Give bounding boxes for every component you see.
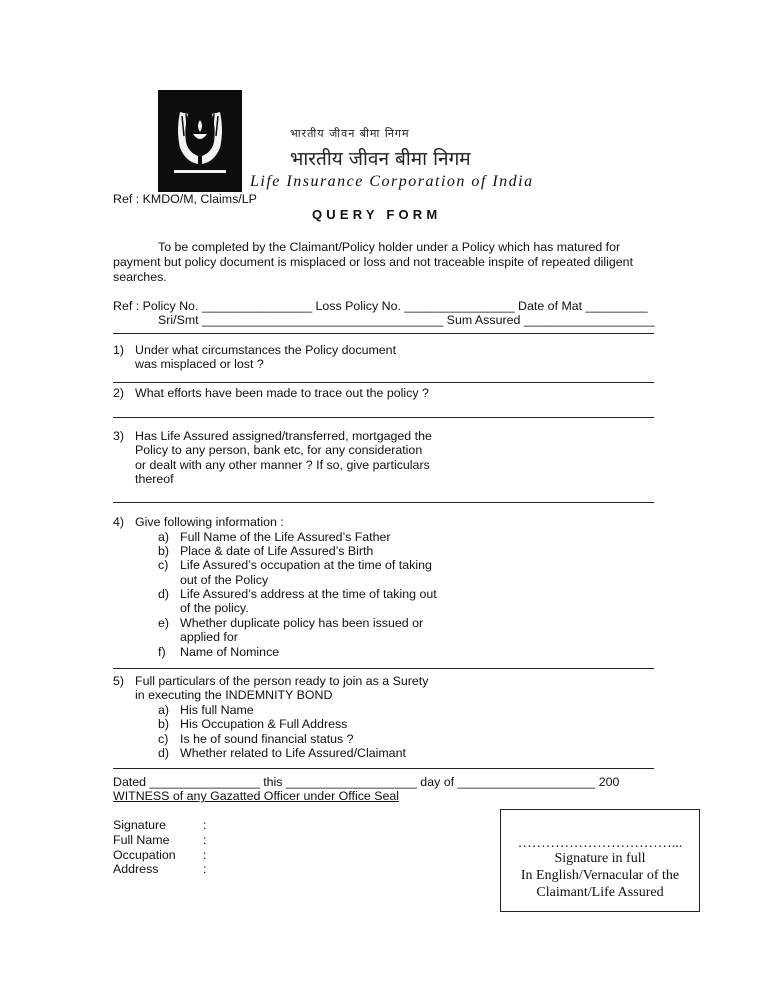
q5-item-text: His full Name xyxy=(180,703,254,717)
q5-item-key: b) xyxy=(158,717,170,731)
page-title: QUERY FORM xyxy=(312,207,442,222)
q4-item-text-cont: of the policy. xyxy=(180,601,249,615)
q5-item-text: His Occupation & Full Address xyxy=(180,717,348,731)
q3-text-cont: thereof xyxy=(135,472,174,486)
q3-text: Has Life Assured assigned/transferred, mortgaged the xyxy=(135,429,432,443)
q5-item-key: d) xyxy=(158,746,170,760)
q4-item-text-cont: out of the Policy xyxy=(180,573,269,587)
q5-item-text: Whether related to Life Assured/Claimant xyxy=(180,746,406,760)
q5-item-key: a) xyxy=(158,703,170,717)
reference-code: Ref : KMDO/M, Claims/LP xyxy=(113,192,257,206)
q4-item-text: Name of Nomince xyxy=(180,645,280,659)
q2-number: 2) xyxy=(113,386,125,400)
q4-item-text-cont: applied for xyxy=(180,630,238,644)
q5-number: 5) xyxy=(113,674,125,688)
divider xyxy=(113,333,654,334)
q4-item-text: Full Name of the Life Assured’s Father xyxy=(180,530,391,544)
company-english-name: Life Insurance Corporation of India xyxy=(250,173,534,190)
divider xyxy=(113,668,654,669)
signature-caption-cont: In English/Vernacular of the xyxy=(520,868,680,883)
field-colon: : xyxy=(203,833,207,847)
hindi-name-small: भारतीय जीवन बीमा निगम xyxy=(290,127,410,140)
signature-caption-cont: Claimant/Life Assured xyxy=(536,885,664,900)
occupation-label: Occupation xyxy=(113,848,176,862)
q4-item-key: c) xyxy=(158,558,169,572)
divider xyxy=(113,768,654,769)
signature-caption: Signature in full xyxy=(554,851,646,866)
field-colon: : xyxy=(203,862,207,876)
name-sum-line: Sri/Smt ___________________________________ Sum Assured ___________________ xyxy=(158,313,655,327)
q1-text: Under what circumstances the Policy document xyxy=(135,343,397,357)
witness-heading: WITNESS of any Gazatted Officer under Office Seal xyxy=(113,789,400,803)
q3-text-cont: Policy to any person, bank etc, for any consideration xyxy=(135,443,423,457)
q5-text: Full particulars of the person ready to join as a Surety xyxy=(135,674,429,688)
q4-number: 4) xyxy=(113,515,125,529)
divider xyxy=(113,382,654,383)
divider xyxy=(113,502,654,503)
full-name-label: Full Name xyxy=(113,833,170,847)
divider xyxy=(113,417,654,418)
q1-number: 1) xyxy=(113,343,125,357)
q4-item-text: Whether duplicate policy has been issued or xyxy=(180,616,424,630)
address-label: Address xyxy=(113,862,159,876)
dated-line: Dated ________________ this ___________________ day of ____________________ 200 xyxy=(113,775,620,789)
field-colon: : xyxy=(203,848,207,862)
lic-logo xyxy=(158,90,242,192)
intro-line-2: payment but policy document is misplaced or loss and not traceable inspite of repeated diligent xyxy=(113,255,634,269)
signature-dots: ……………………………... xyxy=(517,836,683,851)
q2-text: What efforts have been made to trace out the policy ? xyxy=(135,386,429,400)
intro-line-3: searches. xyxy=(113,270,167,284)
q4-item-key: f) xyxy=(158,645,166,659)
q4-text: Give following information : xyxy=(135,515,284,529)
q4-item-key: d) xyxy=(158,587,170,601)
signature-label: Signature xyxy=(113,818,167,832)
intro-line-1: To be completed by the Claimant/Policy holder under a Policy which has matured for xyxy=(158,240,621,254)
q5-item-text: Is he of sound financial status ? xyxy=(180,732,354,746)
q4-item-text: Place & date of Life Assured’s Birth xyxy=(180,544,374,558)
q4-item-key: e) xyxy=(158,616,170,630)
q3-text-cont: or dealt with any other manner ? If so, give particulars xyxy=(135,458,430,472)
q4-item-key: b) xyxy=(158,544,170,558)
q4-item-key: a) xyxy=(158,530,170,544)
q1-text-cont: was misplaced or lost ? xyxy=(135,357,264,371)
q5-item-key: c) xyxy=(158,732,169,746)
hindi-name-large: भारतीय जीवन बीमा निगम xyxy=(290,148,471,170)
hands-lamp-icon xyxy=(158,90,242,192)
q4-item-text: Life Assured’s occupation at the time of taking xyxy=(180,558,432,572)
policy-ref-line: Ref : Policy No. ________________ Loss Policy No. ________________ Date of Mat _________ xyxy=(113,299,648,313)
q3-number: 3) xyxy=(113,429,125,443)
q4-item-text: Life Assured’s address at the time of taking out xyxy=(180,587,437,601)
signature-box xyxy=(500,809,700,912)
q5-text-cont: in executing the INDEMNITY BOND xyxy=(135,688,333,702)
field-colon: : xyxy=(203,818,207,832)
